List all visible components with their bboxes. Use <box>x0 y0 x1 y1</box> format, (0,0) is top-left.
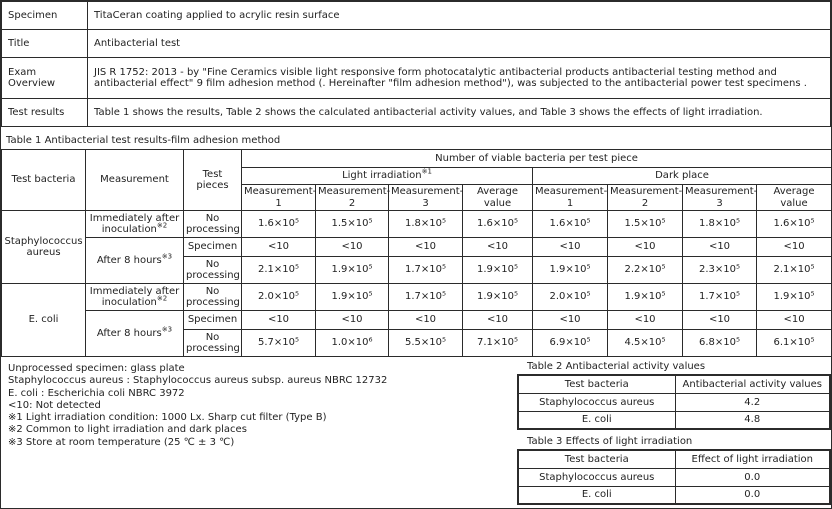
measurement-cell <box>86 311 184 357</box>
table2-activity-values <box>517 374 831 430</box>
test-piece-cell: No processing <box>184 284 242 311</box>
table-row <box>518 468 830 486</box>
measurement-label: Immediately after inoculation <box>89 285 180 308</box>
value-cell: <10 <box>608 238 683 257</box>
table1-antibacterial-results <box>1 149 832 357</box>
value-cell: <10 <box>533 311 608 330</box>
footnote-marker: ※2 <box>156 294 168 303</box>
table2-caption: Table 2 Antibacterial activity values <box>527 361 706 372</box>
value-cell: 1.9×10⁵ <box>316 257 389 284</box>
info-row-specimen <box>2 2 831 30</box>
value-cell: <10 <box>463 311 533 330</box>
value-cell: 1.0×10⁶ <box>316 330 389 357</box>
value-cell: <10 <box>389 238 463 257</box>
table3-light-irradiation-effects <box>517 449 831 505</box>
col-header-measurement-3: Measurement-3 <box>683 185 757 211</box>
value-cell: 1.5×10⁵ <box>608 211 683 238</box>
value-cell: <10 <box>757 311 832 330</box>
value-cell: <10 <box>683 311 757 330</box>
table3-header-row <box>518 450 830 468</box>
table-row <box>518 393 830 411</box>
table-row <box>2 284 832 311</box>
info-value: TitaCeran coating applied to acrylic resin surface <box>88 2 831 30</box>
col-header-measurement-1: Measurement-1 <box>533 185 608 211</box>
value-cell: 2.2×10⁵ <box>608 257 683 284</box>
value-cell: 4.2 <box>675 393 830 411</box>
note-line: ※3 Store at room temperature (25 ℃ ± 3 ℃) <box>8 436 235 448</box>
value-cell: 6.9×10⁵ <box>533 330 608 357</box>
value-cell: 2.1×10⁵ <box>757 257 832 284</box>
col-header-measurement: Measurement <box>86 150 184 211</box>
value-cell: 1.9×10⁵ <box>463 284 533 311</box>
info-value: JIS R 1752: 2013 - by "Fine Ceramics visible light responsive form photocatalytic antibacterial products antibacterial testing method and antibacterial effect" 9 film adhesion method (. Hereinafter "film adhesion method"), was subjected to the antibacterial power test specimens . <box>88 58 831 99</box>
value-cell: 1.7×10⁵ <box>389 284 463 311</box>
light-irradiation-label: Light irradiation <box>342 170 422 182</box>
bacteria-name-cell: Staphylococcus aureus <box>518 468 675 486</box>
value-cell: <10 <box>683 238 757 257</box>
measurement-label: After 8 hours <box>96 327 162 339</box>
bacteria-name-cell: Staphylococcus aureus <box>2 211 86 284</box>
value-cell: <10 <box>242 238 316 257</box>
measurement-cell <box>86 211 184 238</box>
value-cell: 1.9×10⁵ <box>463 257 533 284</box>
test-piece-cell: Specimen <box>184 238 242 257</box>
value-cell: 6.1×10⁵ <box>757 330 832 357</box>
col-header-average-value: Average value <box>463 185 533 211</box>
col-header-test-bacteria: Test bacteria <box>518 450 675 468</box>
table-row <box>518 486 830 504</box>
table1-caption: Table 1 Antibacterial test results-film adhesion method <box>6 135 281 146</box>
value-cell: <10 <box>316 238 389 257</box>
value-cell: 1.8×10⁵ <box>389 211 463 238</box>
note-line: ※2 Common to light irradiation and dark places <box>8 424 247 436</box>
bacteria-name-cell: E. coli <box>518 486 675 504</box>
value-cell: 0.0 <box>675 468 830 486</box>
value-cell: <10 <box>608 311 683 330</box>
footnote-marker: ※3 <box>161 325 173 334</box>
test-piece-cell: No processing <box>184 211 242 238</box>
bacteria-name-cell: E. coli <box>2 284 86 357</box>
footnote-marker: ※3 <box>161 252 173 261</box>
info-table <box>1 1 831 127</box>
measurement-cell <box>86 238 184 284</box>
value-cell: 4.8 <box>675 411 830 429</box>
footnote-marker: ※1 <box>421 167 432 176</box>
info-row-title <box>2 30 831 58</box>
value-cell: 2.3×10⁵ <box>683 257 757 284</box>
col-header-measurement-3: Measurement-3 <box>389 185 463 211</box>
measurement-label: After 8 hours <box>96 254 162 266</box>
col-header-measurement-1: Measurement-1 <box>242 185 316 211</box>
info-value: Table 1 shows the results, Table 2 shows the calculated antibacterial activity values, and Table 3 shows the effects of light irradiation. <box>88 99 831 127</box>
info-label: Test results <box>2 99 88 127</box>
value-cell: <10 <box>757 238 832 257</box>
col-header-irradiation-effect: Effect of light irradiation <box>675 450 830 468</box>
value-cell: 1.6×10⁵ <box>463 211 533 238</box>
value-cell: 5.5×10⁵ <box>389 330 463 357</box>
value-cell: 4.5×10⁵ <box>608 330 683 357</box>
table-row <box>518 411 830 429</box>
side-tables <box>517 361 831 505</box>
test-piece-cell: Specimen <box>184 311 242 330</box>
bacteria-name-cell: E. coli <box>518 411 675 429</box>
bottom-section <box>1 361 831 505</box>
table-row <box>2 238 832 257</box>
table-row <box>2 311 832 330</box>
footnote-marker: ※2 <box>156 221 168 230</box>
col-header-measurement-2: Measurement-2 <box>608 185 683 211</box>
value-cell: 1.7×10⁵ <box>683 284 757 311</box>
test-piece-cell: No processing <box>184 257 242 284</box>
info-row-exam-overview <box>2 58 831 99</box>
table2-header-row <box>518 375 830 393</box>
value-cell: 1.6×10⁵ <box>533 211 608 238</box>
info-label: Title <box>2 30 88 58</box>
table1-header-row-1 <box>2 150 832 168</box>
note-line: E. coli : Escherichia coli NBRC 3972 <box>8 387 185 399</box>
value-cell: 1.7×10⁵ <box>389 257 463 284</box>
bacteria-name-cell: Staphylococcus aureus <box>518 393 675 411</box>
col-header-test-bacteria: Test bacteria <box>518 375 675 393</box>
measurement-label: Immediately after inoculation <box>89 212 180 235</box>
info-value: Antibacterial test <box>88 30 831 58</box>
value-cell: <10 <box>316 311 389 330</box>
value-cell: 7.1×10⁵ <box>463 330 533 357</box>
value-cell: 1.8×10⁵ <box>683 211 757 238</box>
value-cell: <10 <box>463 238 533 257</box>
value-cell: 1.9×10⁵ <box>608 284 683 311</box>
info-label: Exam Overview <box>2 58 88 99</box>
footnotes <box>1 361 517 505</box>
value-cell: <10 <box>389 311 463 330</box>
col-header-light-irradiation <box>242 168 533 185</box>
table3-caption: Table 3 Effects of light irradiation <box>527 436 693 447</box>
test-piece-cell: No processing <box>184 330 242 357</box>
value-cell: 2.0×10⁵ <box>242 284 316 311</box>
value-cell: 1.9×10⁵ <box>757 284 832 311</box>
value-cell: 1.6×10⁵ <box>242 211 316 238</box>
value-cell: 0.0 <box>675 486 830 504</box>
table-row <box>2 211 832 238</box>
measurement-cell <box>86 284 184 311</box>
col-header-measurement-2: Measurement-2 <box>316 185 389 211</box>
value-cell: <10 <box>533 238 608 257</box>
col-header-test-bacteria: Test bacteria <box>2 150 86 211</box>
col-header-viable-bacteria-group: Number of viable bacteria per test piece <box>242 150 832 168</box>
note-line: Unprocessed specimen: glass plate <box>8 363 185 374</box>
value-cell: 6.8×10⁵ <box>683 330 757 357</box>
value-cell: 1.6×10⁵ <box>757 211 832 238</box>
info-row-test-results <box>2 99 831 127</box>
col-header-test-pieces: Test pieces <box>184 150 242 211</box>
col-header-activity-values: Antibacterial activity values <box>675 375 830 393</box>
value-cell: 2.1×10⁵ <box>242 257 316 284</box>
value-cell: 1.9×10⁵ <box>533 257 608 284</box>
value-cell: 5.7×10⁵ <box>242 330 316 357</box>
col-header-dark-place: Dark place <box>533 168 832 185</box>
note-line: ※1 Light irradiation condition: 1000 Lx. Sharp cut filter (Type B) <box>8 412 327 424</box>
value-cell: 1.5×10⁵ <box>316 211 389 238</box>
note-line: <10: Not detected <box>8 399 101 411</box>
value-cell: 1.9×10⁵ <box>316 284 389 311</box>
info-label: Specimen <box>2 2 88 30</box>
value-cell: <10 <box>242 311 316 330</box>
note-line: Staphylococcus aureus : Staphylococcus aureus subsp. aureus NBRC 12732 <box>8 375 388 387</box>
value-cell: 2.0×10⁵ <box>533 284 608 311</box>
col-header-average-value: Average value <box>757 185 832 211</box>
